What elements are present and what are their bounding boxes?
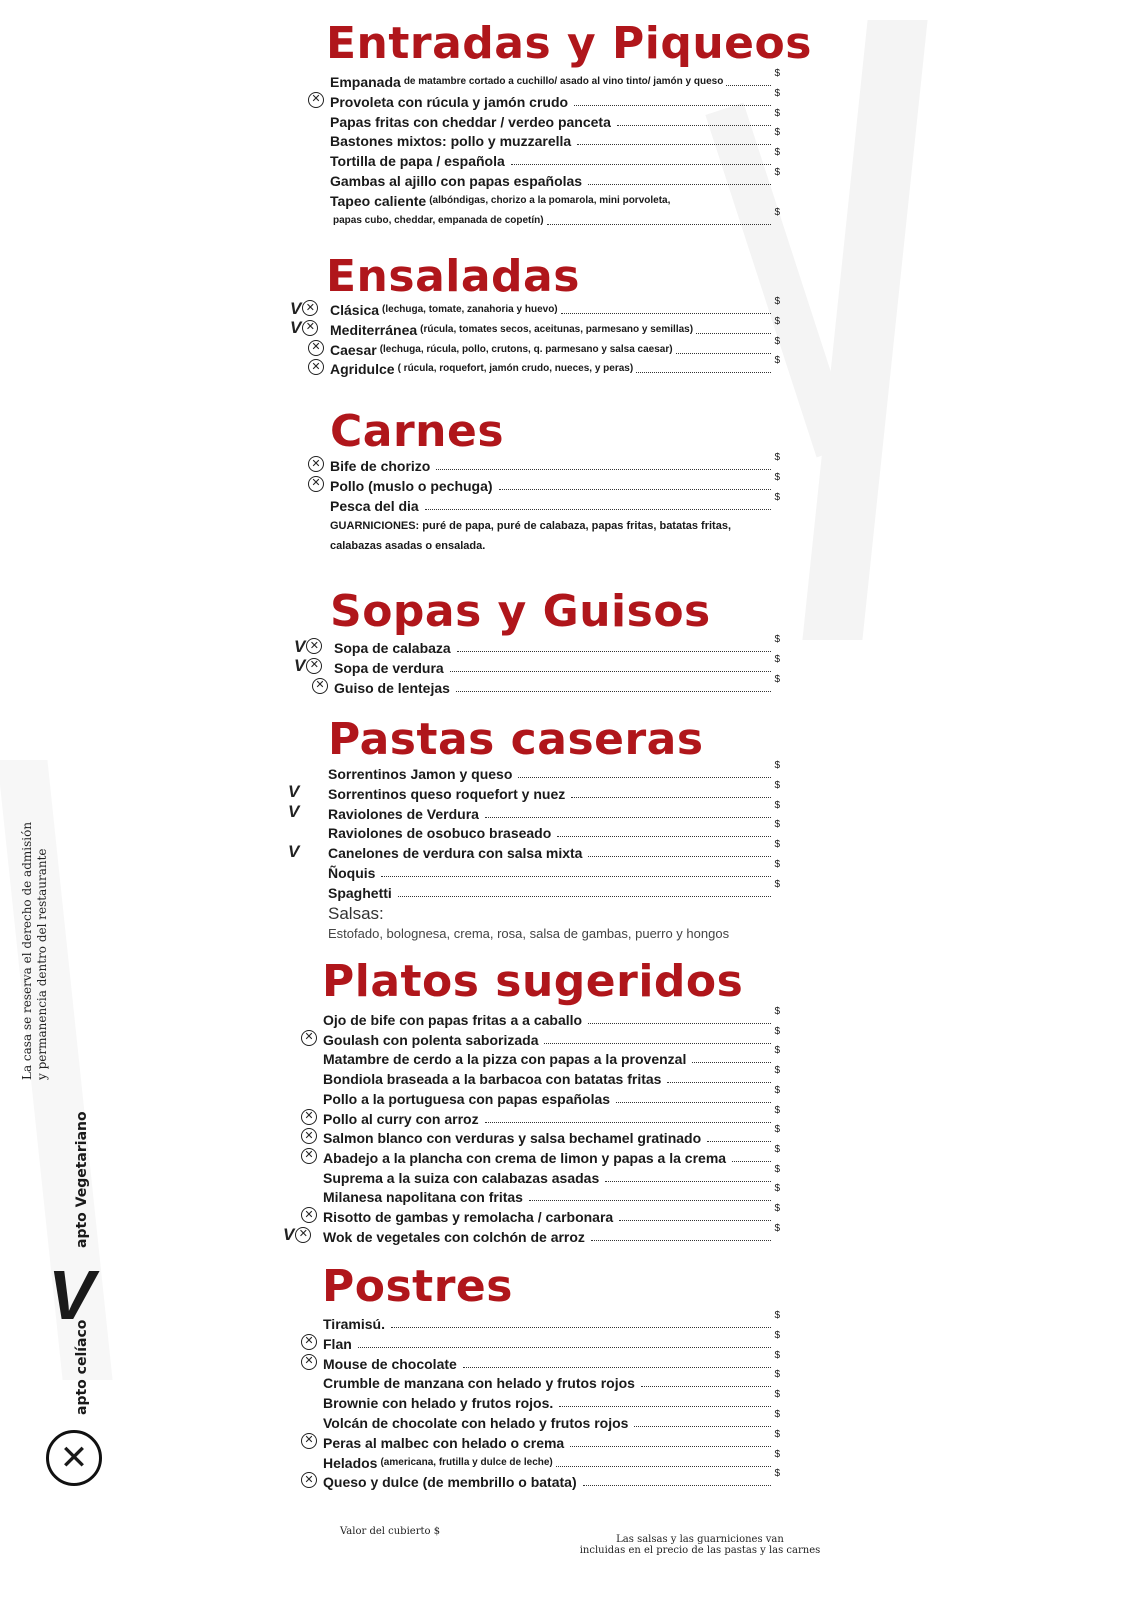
menu-item (328, 821, 780, 841)
menu-item (330, 335, 780, 358)
menu-item (330, 491, 780, 514)
menu-item-name: Empanada (330, 74, 401, 90)
celiac-legend-label: apto celíaco (74, 1319, 90, 1415)
gluten-free-icon: ✕ (301, 1128, 317, 1144)
dot-leader (692, 1062, 771, 1063)
menu-item (330, 357, 780, 377)
dot-leader (605, 1181, 771, 1182)
menu-item (330, 70, 780, 90)
menu-item (323, 1329, 780, 1352)
dot-leader (583, 1485, 772, 1486)
gluten-free-icon: ✕ (301, 1354, 317, 1370)
menu-item-price: $ (774, 859, 780, 870)
gluten-free-icon: ✕ (308, 340, 324, 356)
menu-item (328, 799, 780, 822)
dot-leader (457, 651, 772, 652)
gluten-free-icon: ✕ (301, 1109, 317, 1125)
menu-item-name: Sopa de verdura (334, 659, 444, 676)
dot-leader (358, 1347, 772, 1348)
vegetarian-legend-label: apto Vegetariano (74, 1111, 90, 1248)
menu-item-price: $ (774, 127, 780, 139)
dot-leader (398, 896, 772, 897)
menu-item-price: $ (774, 296, 780, 307)
vegetarian-leaf-icon: V (283, 1225, 295, 1245)
menu-item-name: Bastones mixtos: pollo y muzzarella (330, 133, 572, 150)
menu-item-price: $ (774, 167, 780, 178)
dot-leader (577, 144, 771, 145)
menu-item-price: $ (774, 355, 780, 367)
menu-item-detail: (americana, frutilla y dulce de leche) (380, 1456, 553, 1468)
diet-marks (308, 454, 324, 474)
dot-leader (707, 1141, 771, 1142)
menu-item (323, 1391, 780, 1411)
dot-leader (485, 817, 771, 818)
menu-item (323, 1008, 780, 1028)
diet-marks (294, 656, 322, 676)
included-sauces-note-line-1: Las salsas y las guarniciones van (616, 1534, 784, 1545)
diet-marks (301, 1332, 317, 1352)
dot-leader (667, 1082, 771, 1083)
menu-item (323, 1222, 780, 1245)
dot-leader (641, 1386, 771, 1387)
menu-item-price: $ (774, 760, 780, 771)
diet-marks (301, 1205, 317, 1225)
gluten-free-icon: ✕ (308, 92, 324, 108)
gluten-free-icon: ✕ (306, 658, 322, 674)
dot-leader (518, 777, 771, 778)
included-sauces-note (570, 1534, 830, 1556)
menu-item-price: $ (774, 1183, 780, 1195)
menu-item (330, 107, 780, 130)
gluten-free-icon: ✕ (312, 678, 328, 694)
dot-leader (616, 1102, 771, 1103)
dot-leader (547, 224, 772, 225)
menu-item-price: $ (774, 1104, 780, 1116)
dot-leader (571, 797, 771, 798)
menu-item (334, 653, 780, 676)
menu-item-price: $ (774, 799, 780, 811)
menu-item-price: $ (774, 1025, 780, 1037)
included-sauces-note-line-2: incluidas en el precio de las pastas y las carnes (579, 1545, 821, 1556)
diet-marks (312, 676, 328, 696)
menu-item-name: Bife de chorizo (330, 458, 431, 474)
menu-item-name: Caesar (330, 341, 377, 358)
section-title: Entradas y Piqueos (326, 18, 812, 69)
menu-item-name: Papas fritas con cheddar / verdeo panceta (330, 113, 611, 130)
menu-item-price: $ (774, 1143, 780, 1155)
menu-item-price: $ (774, 839, 780, 851)
vegetarian-leaf-icon: V (288, 802, 300, 822)
menu-item (323, 1047, 780, 1067)
menu-item-detail: (lechuga, rúcula, pollo, crutons, q. parmesano y salsa caesar) (379, 343, 673, 355)
vegetarian-leaf-icon: V (294, 656, 306, 676)
dot-leader (570, 1446, 771, 1447)
menu-item (323, 1312, 780, 1332)
diet-marks (308, 90, 324, 110)
menu-item (334, 673, 780, 696)
menu-item-name: Provoleta con rúcula y jamón crudo (330, 93, 569, 110)
dot-leader (561, 313, 772, 314)
menu-item (323, 1371, 780, 1391)
vegetarian-leaf-icon: V (288, 782, 300, 802)
section-title: Pastas caseras (328, 714, 704, 765)
menu-item-price: $ (774, 1065, 780, 1077)
diet-marks (288, 802, 299, 822)
menu-item (323, 1185, 780, 1205)
diet-marks (301, 1126, 317, 1146)
menu-item (328, 861, 780, 881)
menu-item (323, 1067, 780, 1087)
dot-leader (499, 489, 772, 490)
vegetarian-leaf-icon: V (290, 318, 302, 338)
menu-item-name: Mediterránea (330, 321, 418, 338)
menu-item-name: Raviolones de Verdura (328, 805, 479, 822)
dot-leader (450, 671, 772, 672)
menu-item-price: $ (774, 673, 780, 685)
menu-item-price: $ (774, 315, 780, 327)
menu-item-price: $ (774, 1310, 780, 1321)
menu-item-name: Brownie con helado y frutos rojos. (323, 1395, 554, 1412)
section-title: Platos sugeridos (322, 956, 744, 1007)
menu-item-name: Sorrentinos Jamon y queso (328, 766, 513, 782)
menu-item (323, 1470, 780, 1490)
vegetarian-leaf-icon: V (294, 636, 306, 656)
menu-item-name: Sorrentinos queso roquefort y nuez (328, 785, 566, 802)
menu-item-price: $ (774, 878, 780, 890)
menu-item (330, 169, 780, 189)
diet-marks (301, 1107, 317, 1127)
dot-leader (726, 85, 771, 86)
admission-notice-line-1: La casa se reserva el derecho de admisión (20, 821, 34, 1080)
gluten-free-icon: ✕ (301, 1148, 317, 1164)
menu-item-detail: (lechuga, tomate, zanahoria y huevo) (382, 304, 558, 315)
diet-marks (290, 318, 318, 338)
menu-item (330, 149, 780, 169)
menu-item (328, 878, 780, 901)
dot-leader (456, 691, 772, 692)
diet-marks (301, 1146, 317, 1166)
menu-item (323, 1143, 780, 1166)
diet-marks (288, 841, 299, 861)
dot-leader (391, 1327, 771, 1328)
menu-item-name: Clásica (330, 302, 380, 318)
menu-item-price: $ (774, 491, 780, 503)
menu-item-price: $ (774, 1084, 780, 1096)
menu-item-name: Crumble de manzana con helado y frutos rojos (323, 1375, 635, 1392)
dot-leader (588, 856, 771, 857)
menu-item-price: $ (774, 1468, 780, 1480)
gluten-free-icon: ✕ (46, 1430, 102, 1486)
menu-item-price: $ (774, 452, 780, 463)
menu-item (330, 298, 780, 318)
diet-marks (308, 338, 324, 358)
menu-item-name: Queso y dulce (de membrillo o batata) (323, 1474, 577, 1491)
sauces-list: Estofado, bolognesa, crema, rosa, salsa de gambas, puerro y hongos (328, 926, 730, 941)
menu-item (334, 636, 780, 656)
dot-leader (588, 184, 771, 185)
dot-leader (557, 836, 771, 837)
menu-item-name: Suprema a la suiza con calabazas asadas (323, 1169, 600, 1186)
diet-marks (301, 1028, 317, 1048)
gluten-free-icon: ✕ (302, 300, 318, 316)
diet-marks (283, 1225, 311, 1245)
dot-leader (463, 1367, 772, 1368)
menu-item-price: $ (774, 1389, 780, 1401)
diet-marks (294, 636, 322, 656)
menu-item-price: $ (774, 206, 780, 218)
dot-leader (544, 1043, 771, 1044)
menu-item-price: $ (774, 147, 780, 159)
dot-leader (617, 125, 772, 126)
menu-item-price: $ (774, 68, 780, 79)
menu-item (323, 1025, 780, 1048)
menu-item-name: Risotto de gambas y remolacha / carbonara (323, 1209, 614, 1225)
menu-item-name: Sopa de calabaza (334, 640, 451, 656)
dot-leader (574, 105, 771, 106)
background-watermark (802, 20, 927, 640)
menu-item-price: $ (774, 1006, 780, 1017)
admission-notice (20, 740, 60, 1080)
menu-item (330, 87, 780, 110)
menu-item-price: $ (774, 87, 780, 99)
vegetarian-leaf-icon: V (48, 1256, 95, 1334)
dot-leader (676, 353, 772, 354)
diet-marks (308, 357, 324, 377)
diet-marks (290, 298, 318, 318)
menu-item-detail: (albóndigas, chorizo a la pomarola, mini porvoleta, (429, 194, 671, 206)
diet-legend (40, 1111, 120, 1500)
menu-item (323, 1104, 780, 1127)
admission-notice-line-2: y permanencia dentro del restaurante (35, 848, 49, 1080)
diet-marks (301, 1431, 317, 1451)
menu-item-price: $ (774, 1163, 780, 1175)
dot-leader (619, 1220, 771, 1221)
menu-item-name: Pollo al curry con arroz (323, 1110, 479, 1127)
dot-leader (634, 1426, 771, 1427)
menu-item-price: $ (774, 335, 780, 347)
diet-marks (301, 1352, 317, 1372)
menu-item-price: $ (774, 1428, 780, 1440)
dot-leader (556, 1466, 772, 1467)
menu-item-price: $ (774, 653, 780, 665)
gluten-free-icon: ✕ (308, 456, 324, 472)
menu-item-name: Ñoquis (328, 865, 376, 881)
menu-item (323, 1084, 780, 1107)
dot-leader (732, 1161, 771, 1162)
vegetarian-leaf-icon: V (288, 841, 300, 861)
menu-item (330, 454, 780, 474)
menu-item-detail: de matambre cortado a cuchillo/ asado al vino tinto/ jamón y queso (403, 76, 724, 87)
section-title: Postres (322, 1261, 513, 1312)
menu-item (328, 841, 780, 861)
dot-leader (559, 1406, 771, 1407)
menu-item-detail: (rúcula, tomates secos, aceitunas, parmesano y semillas) (420, 323, 694, 335)
menu-item-price: $ (774, 1409, 780, 1420)
menu-item (323, 1205, 780, 1225)
menu-item-name: Tortilla de papa / española (330, 153, 505, 170)
menu-item-name: Pollo a la portuguesa con papas españolas (323, 1090, 611, 1107)
menu-item-name: Bondiola braseada a la barbacoa con batatas fritas (323, 1071, 662, 1088)
menu-item (323, 1448, 780, 1471)
dot-leader (485, 1122, 772, 1123)
gluten-free-icon: ✕ (302, 320, 318, 336)
menu-item-name: Agridulce (330, 361, 395, 378)
menu-item-price: $ (774, 1369, 780, 1381)
dot-leader (425, 509, 772, 510)
dot-leader (511, 164, 772, 165)
gluten-free-icon: ✕ (308, 359, 324, 375)
menu-item-name: Tiramisú. (323, 1316, 385, 1332)
menu-item-price: $ (774, 1203, 780, 1214)
menu-item-name: Flan (323, 1335, 352, 1352)
menu-item-name: Matambre de cerdo a la pizza con papas a la provenzal (323, 1051, 687, 1068)
menu-item (323, 1428, 780, 1451)
menu-item-detail: papas cubo, cheddar, empanada de copetín) (333, 214, 544, 226)
menu-item-name: Guiso de lentejas (334, 679, 450, 696)
vegetarian-leaf-icon: V (290, 298, 302, 318)
menu-item (330, 315, 780, 338)
menu-item-name: Wok de vegetales con colchón de arroz (323, 1228, 585, 1245)
menu-item (328, 779, 780, 802)
gluten-free-icon: ✕ (301, 1030, 317, 1046)
gluten-free-icon: ✕ (308, 476, 324, 492)
dot-leader (591, 1240, 772, 1241)
menu-item-detail: ( rúcula, roquefort, jamón crudo, nueces, y peras) (397, 363, 634, 375)
menu-item-price: $ (774, 1329, 780, 1341)
dot-leader (636, 372, 771, 373)
menu-item (323, 1163, 780, 1186)
menu-item-price: $ (774, 107, 780, 119)
menu-item (328, 762, 780, 782)
menu-item-name: Gambas al ajillo con papas españolas (330, 173, 583, 189)
diet-marks (288, 782, 299, 802)
section-title: Sopas y Guisos (330, 586, 711, 637)
gluten-free-icon: ✕ (301, 1334, 317, 1350)
menu-item (330, 189, 780, 209)
menu-item-name: Raviolones de osobuco braseado (328, 825, 552, 842)
menu-item-price: $ (774, 471, 780, 483)
menu-item-price: $ (774, 1045, 780, 1057)
menu-item-name: Pollo (muslo o pechuga) (330, 477, 493, 494)
menu-item-name: Mouse de chocolate (323, 1355, 457, 1372)
dot-leader (381, 876, 771, 877)
menu-item-price: $ (774, 1222, 780, 1234)
gluten-free-icon: ✕ (306, 638, 322, 654)
menu-item-price: $ (774, 819, 780, 831)
menu-item-name: Canelones de verdura con salsa mixta (328, 845, 583, 862)
diet-marks (308, 474, 324, 494)
menu-item-name: Peras al malbec con helado o crema (323, 1434, 565, 1451)
menu-item-price: $ (774, 1349, 780, 1361)
dot-leader (436, 469, 771, 470)
menu-item-name: Goulash con polenta saborizada (323, 1031, 539, 1048)
section-title: Carnes (330, 406, 505, 457)
dot-leader (696, 333, 771, 334)
section-title: Ensaladas (326, 251, 580, 302)
cover-charge: Valor del cubierto $ (340, 1526, 441, 1537)
menu-item-name: Salmon blanco con verduras y salsa bechamel gratinado (323, 1130, 702, 1147)
menu-item (330, 206, 780, 229)
gluten-free-icon: ✕ (295, 1227, 311, 1243)
garnish-note: GUARNICIONES: puré de papa, puré de calabaza, papas fritas, batatas fritas, (330, 520, 732, 532)
menu-item-price: $ (774, 634, 780, 645)
menu-item-name: Pesca del dia (330, 497, 419, 514)
menu-item-name: Tapeo caliente (330, 192, 427, 209)
menu-item (323, 1349, 780, 1372)
menu-item (330, 471, 780, 494)
menu-item-name: Spaghetti (328, 884, 392, 901)
menu-item (330, 129, 780, 149)
menu-item-price: $ (774, 1448, 780, 1460)
dot-leader (588, 1023, 771, 1024)
garnish-note: calabazas asadas o ensalada. (330, 540, 486, 552)
menu-item (323, 1411, 780, 1431)
gluten-free-icon: ✕ (301, 1472, 317, 1488)
menu-item-name: Helados (323, 1454, 378, 1471)
menu-item-price: $ (774, 1124, 780, 1136)
gluten-free-icon: ✕ (301, 1207, 317, 1223)
dot-leader (529, 1200, 772, 1201)
menu-item (323, 1126, 780, 1146)
sauces-label: Salsas: (328, 904, 384, 923)
menu-item-name: Milanesa napolitana con fritas (323, 1189, 523, 1206)
menu-item-name: Abadejo a la plancha con crema de limon y papas a la crema (323, 1149, 727, 1166)
menu-item-name: Ojo de bife con papas fritas a a caballo (323, 1012, 583, 1028)
menu-item-price: $ (774, 779, 780, 791)
menu-item-name: Volcán de chocolate con helado y frutos rojos (323, 1415, 629, 1431)
gluten-free-icon: ✕ (301, 1433, 317, 1449)
diet-marks (301, 1470, 317, 1490)
